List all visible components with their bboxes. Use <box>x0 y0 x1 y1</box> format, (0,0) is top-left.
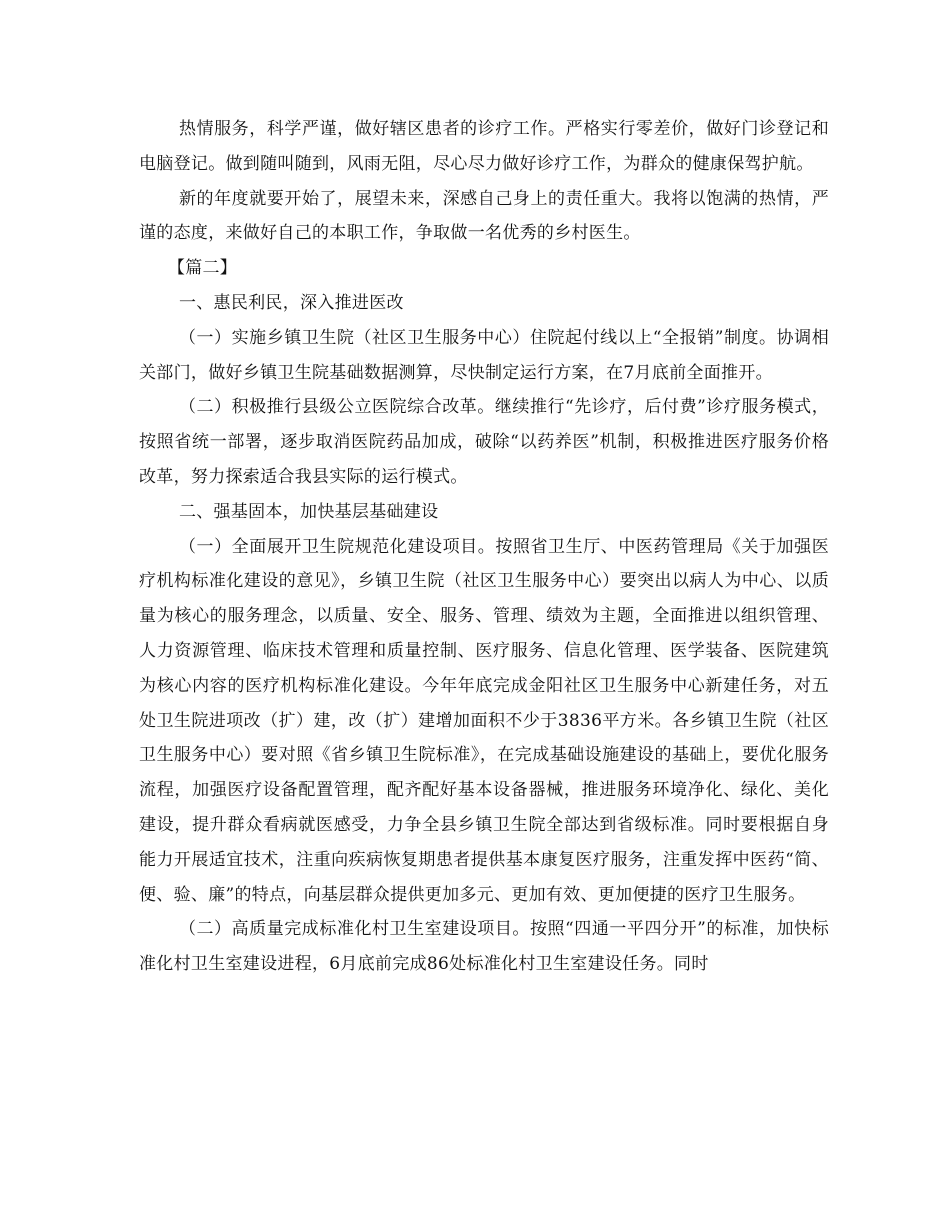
paragraph-county-hospital-reform: （二）积极推行县级公立医院综合改革。继续推行“先诊疗，后付费”诊疗服务模式，按照省统一部署，逐步取消医院药品加成，破除“以药养医”机制，积极推进医疗服务价格改革，努力探索适合我县实际的运行模式。 <box>139 397 829 487</box>
paragraph-village-clinic-project: （二）高质量完成标准化村卫生室建设项目。按照“四通一平四分开”的标准，加快标准化村卫生室建设进程，6月底前完成86处标准化村卫生室建设任务。同时 <box>139 919 829 975</box>
paragraph-service-work: 热情服务，科学严谨，做好辖区患者的诊疗工作。严格实行零差价，做好门诊登记和电脑登记。做到随叫随到，风雨无阻，尽心尽力做好诊疗工作，为群众的健康保驾护航。 <box>139 119 829 174</box>
paragraph-new-year-outlook: 新的年度就要开始了，展望未来，深感自己身上的责任重大。我将以饱满的热情，严谨的态度，来做好自己的本职工作，争取做一名优秀的乡村医生。 <box>139 188 829 244</box>
heading-grassroots-construction: 二、强基固本，加快基层基础建设 <box>178 501 439 522</box>
paragraph-health-center-standardization: （一）全面展开卫生院规范化建设项目。按照省卫生厅、中医药管理局《关于加强医疗机构标准化建设的意见》，乡镇卫生院（社区卫生服务中心）要突出以病人为中心、以质量为核心的服务理念，以质量、安全、服务、管理、绩效为主题，全面推进以组织管理、人力资源管理、临床技术管理和质量控制、医疗服务、信息化管理、医学装备、医院建筑为核心内容的医疗机构标准化建设。今年年底完成金阳社区卫生服务中心新建任务，对五处卫生院进项改（扩）建，改（扩）建增加面积不少于3836平方米。各乡镇卫生院（社区卫生服务中心）要对照《省乡镇卫生院标准》，在完成基础设施建设的基础上，要优化服务流程，加强医疗设备配置管理，配齐配好基本设备器械，推进服务环境净化、绿化、美化建设，提升群众看病就医感受，力争全县乡镇卫生院全部达到省级标准。同时要根据自身能力开展适宜技术，注重向疾病恢复期患者提供基本康复医疗服务，注重发挥中医药“简、便、验、廉”的特点，向基层群众提供更加多元、更加有效、更加便捷的医疗卫生服务。 <box>139 536 829 905</box>
document-body <box>139 112 829 982</box>
paragraph-reimbursement-system: （一）实施乡镇卫生院（社区卫生服务中心）住院起付线以上“全报销”制度。协调相关部门，做好乡镇卫生院基础数据测算，尽快制定运行方案，在7月底前全面推开。 <box>139 327 829 383</box>
heading-medical-reform: 一、惠民利民，深入推进医改 <box>178 292 404 313</box>
section-heading-part-two: 【篇二】 <box>167 258 238 279</box>
